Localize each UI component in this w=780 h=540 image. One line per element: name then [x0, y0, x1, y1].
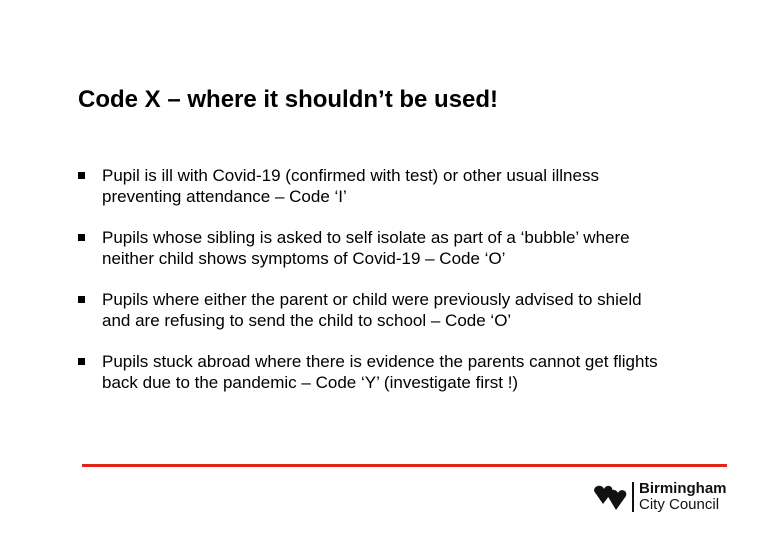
bullet-item: [78, 227, 658, 269]
bullet-text: Pupils stuck abroad where there is evidence the parents cannot get flights back due to the pandemic – Code ‘Y’ (investigate first !): [102, 352, 658, 392]
bullet-text: Pupils where either the parent or child were previously advised to shield and are refusing to send the child to school – Code ‘O’: [102, 290, 642, 330]
birmingham-city-council-logo: [592, 481, 727, 513]
slide-title: Code X – where it shouldn’t be used!: [78, 86, 499, 113]
bullet-item: [78, 351, 658, 393]
square-bullet-icon: [78, 296, 85, 303]
logo-separator: [632, 482, 634, 512]
bullet-text: Pupils whose sibling is asked to self isolate as part of a ‘bubble’ where neither child shows symptoms of Covid-19 – Code ‘O’: [102, 228, 630, 268]
square-bullet-icon: [78, 172, 85, 179]
logo-wordmark: [639, 481, 727, 513]
bullet-list: [78, 165, 658, 413]
bullet-item: [78, 289, 658, 331]
square-bullet-icon: [78, 358, 85, 365]
logo-line-birmingham: Birmingham: [639, 480, 727, 497]
bullet-item: [78, 165, 658, 207]
logo-line-city-council: City Council: [639, 496, 720, 513]
hearts-icon: [592, 483, 628, 511]
square-bullet-icon: [78, 234, 85, 241]
bullet-text: Pupil is ill with Covid-19 (confirmed with test) or other usual illness preventing attendance – Code ‘I’: [102, 166, 599, 206]
footer-divider: [82, 464, 727, 467]
